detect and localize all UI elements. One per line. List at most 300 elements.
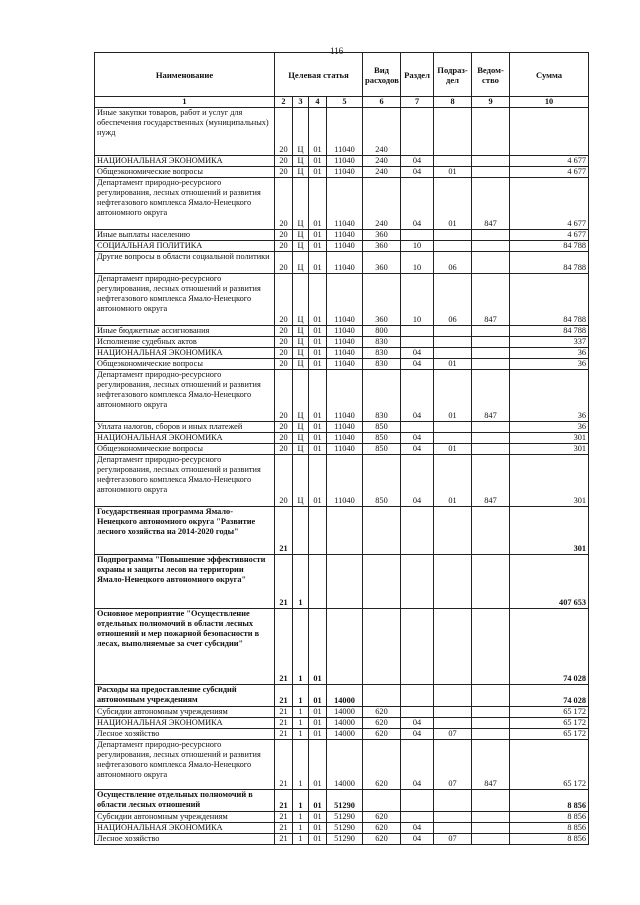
amount: 65 172 — [510, 729, 589, 740]
header-section: Раздел — [401, 53, 434, 97]
header-number: 9 — [472, 97, 510, 108]
header-department: Ведом- ство — [472, 53, 510, 97]
subsection — [434, 156, 472, 167]
table-row — [95, 823, 589, 834]
department — [472, 729, 510, 740]
department — [472, 834, 510, 845]
expense-type: 830 — [363, 348, 401, 359]
table-row — [95, 422, 589, 433]
target-code-4 — [327, 555, 363, 609]
target-code-3: 01 — [309, 444, 327, 455]
table-row — [95, 740, 589, 790]
amount: 8 856 — [510, 823, 589, 834]
table-row — [95, 507, 589, 555]
page-number: 116 — [330, 46, 344, 56]
subsection — [434, 230, 472, 241]
table-row — [95, 156, 589, 167]
target-code-4: 11040 — [327, 433, 363, 444]
amount: 84 788 — [510, 252, 589, 274]
row-name: Общеэкономические вопросы — [95, 444, 275, 455]
section — [401, 230, 434, 241]
header-target: Целевая статья — [275, 53, 363, 97]
header-amount: Сумма — [510, 53, 589, 97]
amount: 4 677 — [510, 167, 589, 178]
department — [472, 707, 510, 718]
table-row — [95, 326, 589, 337]
table-row — [95, 108, 589, 156]
target-code-4 — [327, 609, 363, 685]
target-code-3: 01 — [309, 156, 327, 167]
subsection — [434, 507, 472, 555]
header-numbers-row — [95, 97, 589, 108]
target-code-1: 20 — [275, 348, 293, 359]
table-row — [95, 718, 589, 729]
department — [472, 823, 510, 834]
section: 04 — [401, 729, 434, 740]
table-row — [95, 812, 589, 823]
department — [472, 241, 510, 252]
target-code-3: 01 — [309, 252, 327, 274]
section: 10 — [401, 274, 434, 326]
target-code-3: 01 — [309, 370, 327, 422]
target-code-1: 21 — [275, 685, 293, 707]
section: 04 — [401, 156, 434, 167]
section: 04 — [401, 370, 434, 422]
table-row — [95, 274, 589, 326]
table-row — [95, 252, 589, 274]
target-code-3: 01 — [309, 178, 327, 230]
target-code-4: 14000 — [327, 729, 363, 740]
target-code-2: Ц — [293, 167, 309, 178]
target-code-1: 20 — [275, 422, 293, 433]
section — [401, 507, 434, 555]
target-code-1: 20 — [275, 252, 293, 274]
target-code-3: 01 — [309, 167, 327, 178]
expense-type — [363, 555, 401, 609]
amount: 407 653 — [510, 555, 589, 609]
amount: 65 172 — [510, 707, 589, 718]
expense-type: 830 — [363, 370, 401, 422]
department: 847 — [472, 370, 510, 422]
amount: 65 172 — [510, 718, 589, 729]
header-expense-type: Вид расходов — [363, 53, 401, 97]
target-code-4: 11040 — [327, 337, 363, 348]
expense-type: 360 — [363, 252, 401, 274]
subsection: 06 — [434, 252, 472, 274]
target-code-1: 20 — [275, 241, 293, 252]
target-code-4: 11040 — [327, 108, 363, 156]
target-code-1: 20 — [275, 337, 293, 348]
target-code-3: 01 — [309, 274, 327, 326]
target-code-3: 01 — [309, 685, 327, 707]
section: 04 — [401, 359, 434, 370]
target-code-3: 01 — [309, 729, 327, 740]
target-code-4: 11040 — [327, 370, 363, 422]
target-code-1: 21 — [275, 823, 293, 834]
amount: 74 028 — [510, 685, 589, 707]
target-code-1: 21 — [275, 507, 293, 555]
row-name: Департамент природно-ресурсного регулирования, лесных отношений и развития нефтегазового комплекса Ямало-Ненецкого автономного округа — [95, 370, 275, 422]
row-name: Иные выплаты населению — [95, 230, 275, 241]
target-code-4: 11040 — [327, 444, 363, 455]
row-name: НАЦИОНАЛЬНАЯ ЭКОНОМИКА — [95, 718, 275, 729]
target-code-4 — [327, 507, 363, 555]
department — [472, 337, 510, 348]
department — [472, 230, 510, 241]
target-code-1: 20 — [275, 108, 293, 156]
budget-table — [94, 52, 589, 845]
table-row — [95, 359, 589, 370]
target-code-4: 11040 — [327, 156, 363, 167]
department: 847 — [472, 178, 510, 230]
subsection — [434, 718, 472, 729]
section: 04 — [401, 740, 434, 790]
target-code-4: 14000 — [327, 685, 363, 707]
expense-type: 620 — [363, 740, 401, 790]
target-code-2: 1 — [293, 790, 309, 812]
target-code-1: 21 — [275, 790, 293, 812]
target-code-4: 11040 — [327, 422, 363, 433]
table-row — [95, 167, 589, 178]
department — [472, 422, 510, 433]
target-code-4: 11040 — [327, 230, 363, 241]
row-name: СОЦИАЛЬНАЯ ПОЛИТИКА — [95, 241, 275, 252]
header-number: 3 — [293, 97, 309, 108]
row-name: Общеэкономические вопросы — [95, 167, 275, 178]
subsection — [434, 790, 472, 812]
section: 04 — [401, 348, 434, 359]
subsection — [434, 707, 472, 718]
amount: 84 788 — [510, 326, 589, 337]
target-code-3: 01 — [309, 359, 327, 370]
target-code-3: 01 — [309, 609, 327, 685]
target-code-3: 01 — [309, 230, 327, 241]
header-number: 7 — [401, 97, 434, 108]
target-code-1: 20 — [275, 455, 293, 507]
row-name: Основное мероприятие "Осуществление отдельных полномочий в области лесных отношений и мер пожарной безопасности в лесах, выполняемые за счет субсидии" — [95, 609, 275, 685]
header-number: 4 — [309, 97, 327, 108]
table-row — [95, 790, 589, 812]
amount: 36 — [510, 370, 589, 422]
row-name: Департамент природно-ресурсного регулирования, лесных отношений и развития нефтегазового комплекса Ямало-Ненецкого автономного округа — [95, 455, 275, 507]
target-code-1: 20 — [275, 326, 293, 337]
target-code-3: 01 — [309, 707, 327, 718]
section: 04 — [401, 823, 434, 834]
target-code-2: 1 — [293, 609, 309, 685]
expense-type: 850 — [363, 433, 401, 444]
subsection: 07 — [434, 740, 472, 790]
subsection — [434, 555, 472, 609]
amount: 301 — [510, 455, 589, 507]
target-code-2: Ц — [293, 274, 309, 326]
target-code-3: 01 — [309, 718, 327, 729]
amount: 65 172 — [510, 740, 589, 790]
expense-type: 620 — [363, 718, 401, 729]
amount — [510, 108, 589, 156]
expense-type: 620 — [363, 823, 401, 834]
target-code-1: 20 — [275, 230, 293, 241]
target-code-2: Ц — [293, 359, 309, 370]
row-name: НАЦИОНАЛЬНАЯ ЭКОНОМИКА — [95, 823, 275, 834]
target-code-1: 20 — [275, 359, 293, 370]
expense-type: 240 — [363, 108, 401, 156]
target-code-3: 01 — [309, 790, 327, 812]
target-code-3: 01 — [309, 834, 327, 845]
department — [472, 444, 510, 455]
target-code-1: 21 — [275, 555, 293, 609]
target-code-2: 1 — [293, 685, 309, 707]
department — [472, 348, 510, 359]
header-number: 8 — [434, 97, 472, 108]
target-code-3: 01 — [309, 422, 327, 433]
header-name: Наименование — [95, 53, 275, 97]
department — [472, 555, 510, 609]
expense-type: 620 — [363, 707, 401, 718]
target-code-2: Ц — [293, 455, 309, 507]
subsection — [434, 337, 472, 348]
row-name: Департамент природно-ресурсного регулирования, лесных отношений и развития нефтегазового комплекса Ямало-Ненецкого автономного округа — [95, 178, 275, 230]
section — [401, 685, 434, 707]
expense-type: 830 — [363, 337, 401, 348]
target-code-4: 11040 — [327, 252, 363, 274]
expense-type: 620 — [363, 834, 401, 845]
subsection — [434, 241, 472, 252]
target-code-3: 01 — [309, 740, 327, 790]
target-code-4: 11040 — [327, 167, 363, 178]
department — [472, 108, 510, 156]
expense-type: 800 — [363, 326, 401, 337]
target-code-4: 11040 — [327, 359, 363, 370]
target-code-1: 20 — [275, 156, 293, 167]
table-row — [95, 729, 589, 740]
section: 04 — [401, 455, 434, 507]
row-name: Осуществление отдельных полномочий в области лесных отношений — [95, 790, 275, 812]
target-code-4: 51290 — [327, 834, 363, 845]
row-name: НАЦИОНАЛЬНАЯ ЭКОНОМИКА — [95, 348, 275, 359]
expense-type: 830 — [363, 359, 401, 370]
expense-type: 240 — [363, 167, 401, 178]
expense-type: 240 — [363, 156, 401, 167]
amount: 8 856 — [510, 834, 589, 845]
department — [472, 433, 510, 444]
department: 847 — [472, 455, 510, 507]
department — [472, 609, 510, 685]
row-name: Департамент природно-ресурсного регулирования, лесных отношений и развития нефтегазового комплекса Ямало-Ненецкого автономного округа — [95, 740, 275, 790]
expense-type: 850 — [363, 422, 401, 433]
subsection: 01 — [434, 444, 472, 455]
expense-type: 620 — [363, 729, 401, 740]
expense-type: 620 — [363, 812, 401, 823]
row-name: НАЦИОНАЛЬНАЯ ЭКОНОМИКА — [95, 156, 275, 167]
target-code-3: 01 — [309, 337, 327, 348]
subsection: 01 — [434, 359, 472, 370]
target-code-2 — [293, 507, 309, 555]
target-code-3: 01 — [309, 823, 327, 834]
row-name: Лесное хозяйство — [95, 834, 275, 845]
target-code-2: Ц — [293, 108, 309, 156]
target-code-1: 20 — [275, 167, 293, 178]
target-code-4: 11040 — [327, 326, 363, 337]
table-row — [95, 348, 589, 359]
target-code-3: 01 — [309, 812, 327, 823]
expense-type: 360 — [363, 230, 401, 241]
row-name: Исполнение судебных актов — [95, 337, 275, 348]
subsection — [434, 433, 472, 444]
target-code-3: 01 — [309, 108, 327, 156]
target-code-2: Ц — [293, 337, 309, 348]
subsection: 01 — [434, 178, 472, 230]
target-code-3 — [309, 555, 327, 609]
target-code-1: 21 — [275, 609, 293, 685]
subsection: 01 — [434, 370, 472, 422]
department — [472, 252, 510, 274]
subsection: 07 — [434, 729, 472, 740]
section — [401, 108, 434, 156]
row-name: НАЦИОНАЛЬНАЯ ЭКОНОМИКА — [95, 433, 275, 444]
target-code-4: 14000 — [327, 740, 363, 790]
table-row — [95, 241, 589, 252]
target-code-4: 51290 — [327, 790, 363, 812]
target-code-4: 14000 — [327, 718, 363, 729]
department — [472, 685, 510, 707]
section — [401, 790, 434, 812]
subsection — [434, 108, 472, 156]
subsection — [434, 348, 472, 359]
target-code-3: 01 — [309, 241, 327, 252]
header-number: 6 — [363, 97, 401, 108]
target-code-2: 1 — [293, 812, 309, 823]
target-code-4: 11040 — [327, 348, 363, 359]
amount: 36 — [510, 348, 589, 359]
target-code-2: Ц — [293, 422, 309, 433]
subsection — [434, 812, 472, 823]
row-name: Иные бюджетные ассигнования — [95, 326, 275, 337]
table-row — [95, 685, 589, 707]
row-name: Иные закупки товаров, работ и услуг для обеспечения государственных (муниципальных) нужд — [95, 108, 275, 156]
department — [472, 156, 510, 167]
amount: 337 — [510, 337, 589, 348]
expense-type — [363, 685, 401, 707]
target-code-2: Ц — [293, 370, 309, 422]
table-row — [95, 337, 589, 348]
target-code-1: 21 — [275, 729, 293, 740]
department — [472, 507, 510, 555]
amount: 4 677 — [510, 230, 589, 241]
target-code-2: 1 — [293, 718, 309, 729]
target-code-1: 21 — [275, 740, 293, 790]
target-code-4: 14000 — [327, 707, 363, 718]
target-code-2: Ц — [293, 433, 309, 444]
amount: 301 — [510, 433, 589, 444]
row-name: Общеэкономические вопросы — [95, 359, 275, 370]
table-row — [95, 178, 589, 230]
target-code-3: 01 — [309, 455, 327, 507]
amount: 36 — [510, 422, 589, 433]
table-row — [95, 433, 589, 444]
target-code-2: Ц — [293, 178, 309, 230]
department — [472, 718, 510, 729]
target-code-3: 01 — [309, 326, 327, 337]
expense-type: 240 — [363, 178, 401, 230]
table-row — [95, 444, 589, 455]
target-code-1: 21 — [275, 718, 293, 729]
expense-type: 850 — [363, 444, 401, 455]
department: 847 — [472, 274, 510, 326]
row-name: Лесное хозяйство — [95, 729, 275, 740]
subsection — [434, 609, 472, 685]
target-code-2: 1 — [293, 740, 309, 790]
subsection: 01 — [434, 455, 472, 507]
target-code-4: 11040 — [327, 178, 363, 230]
section: 10 — [401, 252, 434, 274]
header-subsection: Подраз- дел — [434, 53, 472, 97]
amount: 8 856 — [510, 790, 589, 812]
target-code-4: 51290 — [327, 812, 363, 823]
subsection: 01 — [434, 167, 472, 178]
target-code-1: 20 — [275, 274, 293, 326]
section: 04 — [401, 444, 434, 455]
amount: 84 788 — [510, 274, 589, 326]
department: 847 — [472, 740, 510, 790]
row-name: Государственная программа Ямало-Ненецкого автономного округа "Развитие лесного хозяйства на 2014-2020 годы" — [95, 507, 275, 555]
subsection — [434, 422, 472, 433]
subsection — [434, 823, 472, 834]
amount: 4 677 — [510, 156, 589, 167]
amount: 301 — [510, 444, 589, 455]
section: 04 — [401, 834, 434, 845]
subsection: 07 — [434, 834, 472, 845]
department — [472, 359, 510, 370]
department — [472, 326, 510, 337]
table-row — [95, 455, 589, 507]
department — [472, 790, 510, 812]
amount: 36 — [510, 359, 589, 370]
section: 04 — [401, 167, 434, 178]
target-code-2: Ц — [293, 252, 309, 274]
row-name: Другие вопросы в области социальной политики — [95, 252, 275, 274]
expense-type: 850 — [363, 455, 401, 507]
header-number: 10 — [510, 97, 589, 108]
target-code-2: Ц — [293, 326, 309, 337]
expense-type: 360 — [363, 274, 401, 326]
target-code-2: Ц — [293, 444, 309, 455]
table-row — [95, 555, 589, 609]
row-name: Уплата налогов, сборов и иных платежей — [95, 422, 275, 433]
target-code-1: 20 — [275, 433, 293, 444]
target-code-1: 21 — [275, 707, 293, 718]
department — [472, 812, 510, 823]
amount: 84 788 — [510, 241, 589, 252]
section — [401, 337, 434, 348]
row-name: Субсидии автономным учреждениям — [95, 812, 275, 823]
target-code-1: 20 — [275, 370, 293, 422]
target-code-1: 20 — [275, 444, 293, 455]
subsection: 06 — [434, 274, 472, 326]
target-code-3: 01 — [309, 433, 327, 444]
target-code-2: 1 — [293, 729, 309, 740]
section — [401, 812, 434, 823]
department — [472, 167, 510, 178]
section: 04 — [401, 178, 434, 230]
table-row — [95, 370, 589, 422]
target-code-2: 1 — [293, 834, 309, 845]
target-code-4: 51290 — [327, 823, 363, 834]
expense-type: 360 — [363, 241, 401, 252]
target-code-3: 01 — [309, 348, 327, 359]
expense-type — [363, 507, 401, 555]
target-code-2: 1 — [293, 555, 309, 609]
expense-type — [363, 790, 401, 812]
